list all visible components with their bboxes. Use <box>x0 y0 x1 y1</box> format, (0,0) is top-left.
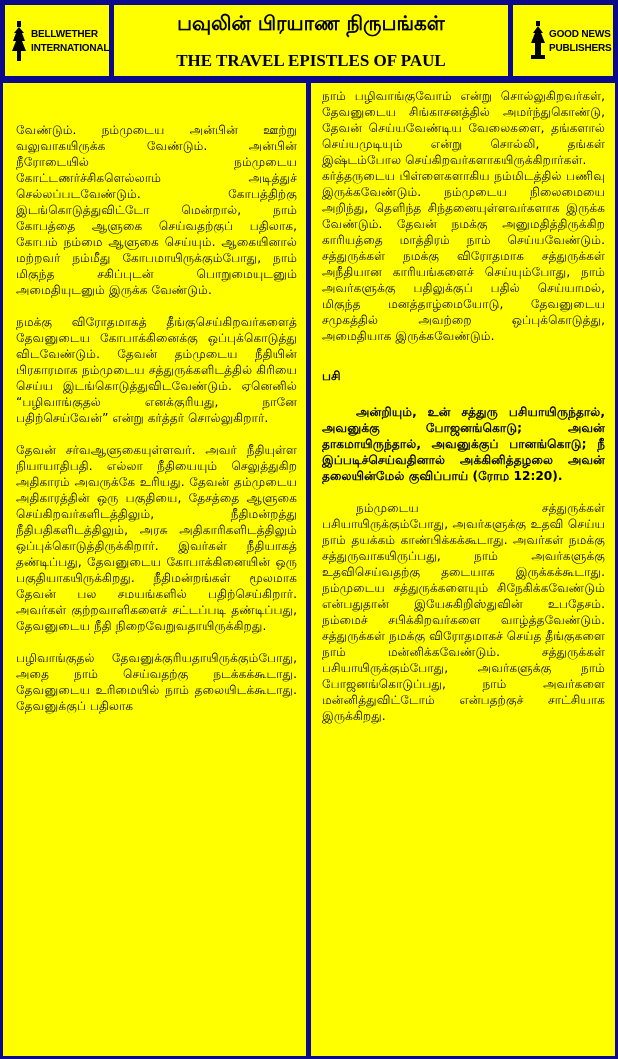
good-news-logo <box>511 3 615 78</box>
title-tamil: பவுலின் பிரயாண நிருபங்கள் <box>177 11 445 35</box>
right-logo-line1: GOOD NEWS <box>549 29 611 40</box>
bellwether-logo <box>3 3 111 78</box>
right-paragraph-3: நம்முடைய சத்துருக்கள் பசியாயிருக்கும்போது, அவர்களுக்கு உதவி செய்ய நாம் தயக்கம் காண்பிக்கக்கூடாது. அவர்கள் நமக்கு சத்துருவாகயிருப்பது, நாம் அவர்களுக்கு உதவிசெய்வதற்கு தடையாக இருக்கக்கூடாது. நம்முடைய சத்துருக்களையும் சிநேகிக்கவேண்டும் என்பதுதான் இயேசுகிறிஸ்துவின் உபதேசம். நம்மைச் சபிக்கிறவர்களை வாழ்த்தவேண்டும். சத்துருக்கள் நமக்கு விரோதமாகச் செய்த தீங்குகளை நாம் மன்னிக்கவேண்டும். சத்துருக்கள் பசியாயிருக்கும்போது, அவர்களுக்கு நாம் போஜனங்கொடுப்பது, நாம் அவர்களை மன்னித்துவிட்டோம் என்பதற்குச் சாட்சியாக இருக்கிறது. <box>322 501 605 723</box>
left-paragraph-4: பழிவாங்குதல் தேவனுக்குரியதாயிருக்கும்போது, அதை நாம் செய்வதற்கு நடக்கக்கூடாது. தேவனுடைய உரிமையில் நாம் தலையிடக்கூடாது. தேவனுக்குப் பதிலாக <box>16 651 297 713</box>
section-heading: பசி <box>322 369 341 383</box>
column-divider <box>306 83 311 1059</box>
title-english: THE TRAVEL EPISTLES OF PAUL <box>176 51 446 70</box>
header <box>3 3 615 78</box>
left-logo-line2: INTERNATIONAL <box>31 43 110 54</box>
right-paragraph-2: கர்த்தருடைய பிள்ளைகளாகிய நம்மிடத்தில் பணிவு இருக்கவேண்டும். நம்முடைய நிலைமையை அறிந்து, தெளிந்த சிந்தனையுள்ளவர்களாக இருக்க வேண்டும். தேவன் நமக்கு அனுமதித்திருக்கிற காரியத்தை மாத்திரம் நாம் செய்யவேண்டும். சத்துருக்கள் நமக்கு விரோதமாக சத்துருக்கள் அநீதியான காரியங்களைச் செய்யும்போது, நாம் அவர்களுக்கு பதிலுக்குப் பதில் செய்யாமல், மிகுந்த மனத்தாழ்மையோடு, தேவனுடைய சமுகத்தில் அவற்றை ஒப்புக்கொடுத்து, அமைதியாக இருக்கவேண்டும். <box>322 169 605 343</box>
left-column <box>16 88 297 730</box>
bell-icon <box>11 21 27 61</box>
right-paragraph-1: நாம் பழிவாங்குவோம் என்று சொல்லுகிறவர்கள், தேவனுடைய சிங்காசனத்தில் அமர்ந்துகொண்டு, தேவன் செய்யவேண்டிய வேலைகளை, தங்களால் செய்யமுடியும் என்று சொல்லி, தங்கள் இஷ்டம்போல செய்கிறவர்களாகயிருக்கிறார்கள். <box>322 89 605 167</box>
scripture-quote: அன்றியும், உன் சத்துரு பசியாயிருந்தால், அவனுக்கு போஜனங்கொடு; அவன் தாகமாயிருந்தால், அவனுக்குப் பானங்கொடு; நீ இப்படிச்செய்வதினால் அக்கினித்தழலை அவன் தலையின்மேல் குவிப்பாய் (ரோம 12:20). <box>322 405 605 483</box>
left-paragraph-2: நமக்கு விரோதமாகத் தீங்குசெய்கிறவர்களைத் தேவனுடைய கோபாக்கினைக்கு ஒப்புக்கொடுத்து விடவேண்டும். தேவன் தம்முடைய நீதியின் பிரகாரமாக நம்முடைய சத்துருக்களிடத்தில் கிரியை செய்ய இடங்கொடுத்துவிடவேண்டும். ஏனெனில் “பழிவாங்குதல் எனக்குரியது, நானே பதிற்செய்வேன்” என்று கர்த்தர் சொல்லுகிறார். <box>16 315 297 425</box>
title-box <box>111 3 511 78</box>
right-column <box>322 88 605 740</box>
left-logo-line1: BELLWETHER <box>31 29 98 40</box>
right-logo-line2: PUBLISHERS <box>549 43 612 54</box>
left-paragraph-1: வேண்டும். நம்முடைய அன்பின் ஊற்று வலுவாகயிருக்க வேண்டும். அன்பின் நீரோடையில் நம்முடைய கோட்டணர்ச்சிகளெல்லாம் அடித்துச் செல்லப்படவேண்டும். கோபத்திற்கு இடங்கொடுத்துவிட்டோ மென்றால், நாம் கோபத்தை ஆளுகை செய்வதற்குப் பதிலாக, கோபம் நம்மை ஆளுகை செய்யும். ஆகையினால் மற்றவர் நம்மீது கோபமாயிருக்கும்போது, நாம் மிகுந்த சகிப்புடன் பொறுமையுடனும் அமைதியுடனும் இருக்க வேண்டும். <box>16 123 297 297</box>
left-paragraph-3: தேவன் சர்வஆளுகையுள்ளவர். அவர் நீதியுள்ள நியாயாதிபதி. எல்லா நீதியையும் செலுத்துகிற அதிகாரம் அவருக்கே உரியது. தேவன் தம்முடைய அதிகாரத்தின் ஒரு பகுதியை, தேசத்தை ஆளுகை செய்கிறவர்களிடத்திலும், நீதிமன்றத்து நீதிபதிகளிடத்திலும், அரசு அதிகாரிகளிடத்திலும் ஒப்புக்கொடுத்திருக்கிறார். இவர்கள் நீதியாகத் தண்டிப்பது, தேவனுடைய கோபாக்கினையின் ஒரு பகுதியாகயிருக்கிறது. நீதிமன்றங்கள் மூலமாக தேவன் பல சமயங்களில் பதிற்செய்கிறார். அவர்கள் குற்றவாளிகளைச் சட்டப்படி தண்டிப்பது, தேவனுடைய நீதி நிறைவேறுவதாயிருக்கிறது. <box>16 443 297 633</box>
lamp-icon <box>529 21 547 61</box>
